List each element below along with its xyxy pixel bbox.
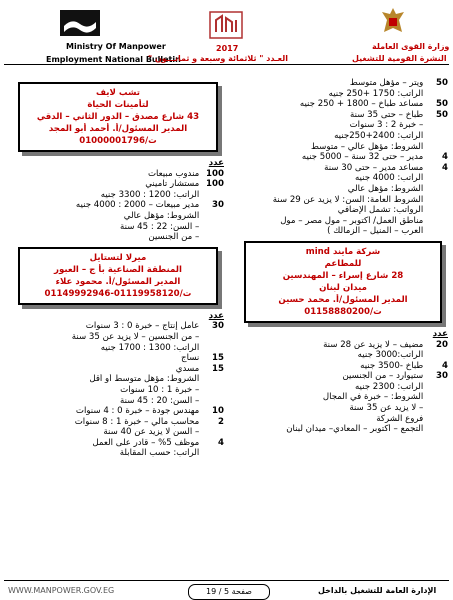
job-line: التجمع – أكتوبر – المعادي– ميدان لبنان bbox=[286, 424, 424, 435]
count-label: عدد bbox=[432, 328, 448, 339]
job-line: الشروط: مؤهل عالي bbox=[347, 183, 424, 194]
page-header bbox=[0, 0, 453, 78]
ministry-name-ar: وزارة القوى العاملة bbox=[372, 42, 450, 51]
company-area: المنطقة الصناعية بأ ج – العبور bbox=[54, 264, 182, 275]
website-link[interactable]: WWW.MANPOWER.GOV.EG bbox=[8, 586, 115, 595]
company-manager: المدير المسئول/أ. محمود علاء bbox=[55, 276, 181, 287]
job-line: 2 محاسب مالي – خبرة 1 : 8 سنوات bbox=[74, 416, 224, 427]
job-line: 15 نساج bbox=[181, 353, 224, 364]
job-line: 15 مسدي bbox=[175, 363, 224, 374]
job-line: 50 مساعد طباخ – 1800 + 250 جنيه bbox=[299, 99, 448, 110]
job-line: الشروط: مؤهل عالي – متوسط bbox=[311, 141, 424, 152]
company-type: لتأمينات الحياة bbox=[87, 100, 149, 110]
company-type: للمطاعم bbox=[324, 258, 362, 269]
job-line: – السن: 20 : 45 سنة bbox=[120, 395, 200, 406]
job-line: الراتب: 2400+250جنيه bbox=[334, 130, 424, 141]
job-line: 30 مدير مبيعات – 2000 : 4000 جنيه bbox=[75, 200, 224, 211]
job-line: – من الجنسين bbox=[148, 232, 200, 243]
job-line: 4 مدير – حتى 32 سنة – 5000 جنيه bbox=[301, 152, 448, 163]
job-line: 30 عامل إنتاج – خبرة 0 : 3 سنوات bbox=[85, 321, 224, 332]
job-line: الراتب: 1300 : 1700 جنيه bbox=[100, 342, 200, 353]
job-line: – السن لا يزيد عن 40 سنة bbox=[103, 427, 200, 438]
job-line: 50 ويتر – مؤهل متوسط bbox=[349, 78, 448, 88]
job-line: – خبرة 2 : 3 سنوات bbox=[349, 120, 424, 131]
job-line: – خبرة 1 : 10 سنوات bbox=[120, 384, 200, 395]
company-name: ميرلا لتستايل bbox=[89, 252, 147, 263]
job-line: 4 طباخ -3500 جنيه bbox=[360, 360, 448, 371]
company-phone: ت/01000001796 bbox=[79, 136, 157, 146]
job-line: الرواتب: تشمل الإضافي bbox=[337, 205, 424, 216]
company-box-mirla bbox=[18, 247, 218, 305]
company-address: ميدان لبنان bbox=[319, 282, 367, 293]
header-divider bbox=[4, 64, 449, 65]
footer-divider bbox=[4, 580, 449, 581]
job-line: العرب – المنيل – الزمالك ) bbox=[327, 226, 424, 237]
job-line: الراتب:3000 جنيه bbox=[357, 350, 424, 361]
page-footer bbox=[0, 572, 453, 600]
bulletin-logo-icon bbox=[208, 10, 244, 40]
job-line: 10 مهندس جودة – خبرة 0 : 4 سنوات bbox=[75, 406, 224, 417]
page-number: صفحة 5 / 19 bbox=[188, 584, 270, 600]
job-line: الراتب: حسب المقابلة bbox=[119, 448, 200, 459]
job-line: 100 مستشار تأميني bbox=[145, 179, 224, 190]
company-phone: ت/01158880200 bbox=[304, 306, 382, 317]
job-line: – لا يزيد عن 35 سنة bbox=[349, 403, 424, 414]
count-label: عدد bbox=[208, 310, 224, 321]
job-line: الشروط: – خبرة في المجال bbox=[322, 392, 424, 403]
job-line: مناطق العمل/ أكتوبر – مول مصر – مول bbox=[280, 215, 424, 226]
ministry-name-en: Ministry Of Manpower bbox=[66, 42, 166, 51]
right-column bbox=[234, 78, 448, 435]
eagle-emblem-icon bbox=[380, 6, 406, 36]
issue-number: العـدد " ثلاثمائة وسبعة و ثمانـــون " bbox=[148, 54, 288, 63]
bulletin-name-ar: النشرة القومية للتشغيل bbox=[352, 54, 447, 63]
job-line: الشروط: مؤهل متوسط أو أقل bbox=[89, 374, 200, 385]
company-address: 28 شارع إسراء – المهندسين bbox=[282, 270, 404, 281]
job-line: فروع الشركة bbox=[376, 413, 424, 424]
flag-logo-icon bbox=[60, 10, 100, 36]
job-line: الراتب: 2300 جنيه bbox=[354, 381, 424, 392]
company-phone: ت/01119958120-01149992946 bbox=[44, 288, 192, 299]
issue-year: 2017 bbox=[216, 44, 239, 53]
company-manager: المدير المسئول/أ. أحمد أبو المجد bbox=[48, 124, 188, 134]
left-column bbox=[8, 78, 224, 459]
company-box-chubb bbox=[18, 82, 218, 152]
bulletin-name-en: Employment National Bulletin bbox=[46, 55, 181, 64]
job-line: الراتب: 4000 جنيه bbox=[354, 173, 424, 184]
job-line: الراتب: 1200 : 3300 جنيه bbox=[100, 189, 200, 200]
company-address: 43 شارع مصدق – الدور الثاني – الدقي bbox=[36, 112, 200, 122]
company-name: شركة مايند mind bbox=[305, 246, 381, 257]
job-line: 4 موظف 5% – قادر على العمل bbox=[92, 437, 224, 448]
job-line: 20 مضيف – لا يزيد عن 28 سنة bbox=[323, 339, 448, 350]
job-line: الشروط العامة: السن: لا يزيد عن 29 سنة bbox=[272, 194, 424, 205]
company-name: تشب لايف bbox=[96, 88, 140, 98]
count-label: عدد bbox=[208, 158, 224, 168]
company-manager: المدير المسئول/أ. محمد حسين bbox=[278, 294, 408, 305]
job-line: – السن: 22 : 45 سنة bbox=[120, 221, 200, 232]
job-line: 30 ستيوارد – من الجنسين bbox=[342, 371, 448, 382]
department-name: الإدارة العامة للتشغيل بالداخل bbox=[318, 586, 437, 595]
job-line: – من الجنسين – لا يزيد عن 35 سنة bbox=[71, 331, 200, 342]
job-line: 100 مندوب مبيعات bbox=[147, 168, 224, 179]
job-line: الشروط: مؤهل عالي bbox=[123, 210, 200, 221]
job-line: الراتب: 1750 +250 جنيه bbox=[328, 88, 424, 99]
company-box-mind bbox=[244, 241, 442, 323]
job-line: 50 طباخ – حتى 35 سنة bbox=[350, 109, 448, 120]
job-line: 4 مساعد مدير – حتى 30 سنة bbox=[324, 162, 448, 173]
